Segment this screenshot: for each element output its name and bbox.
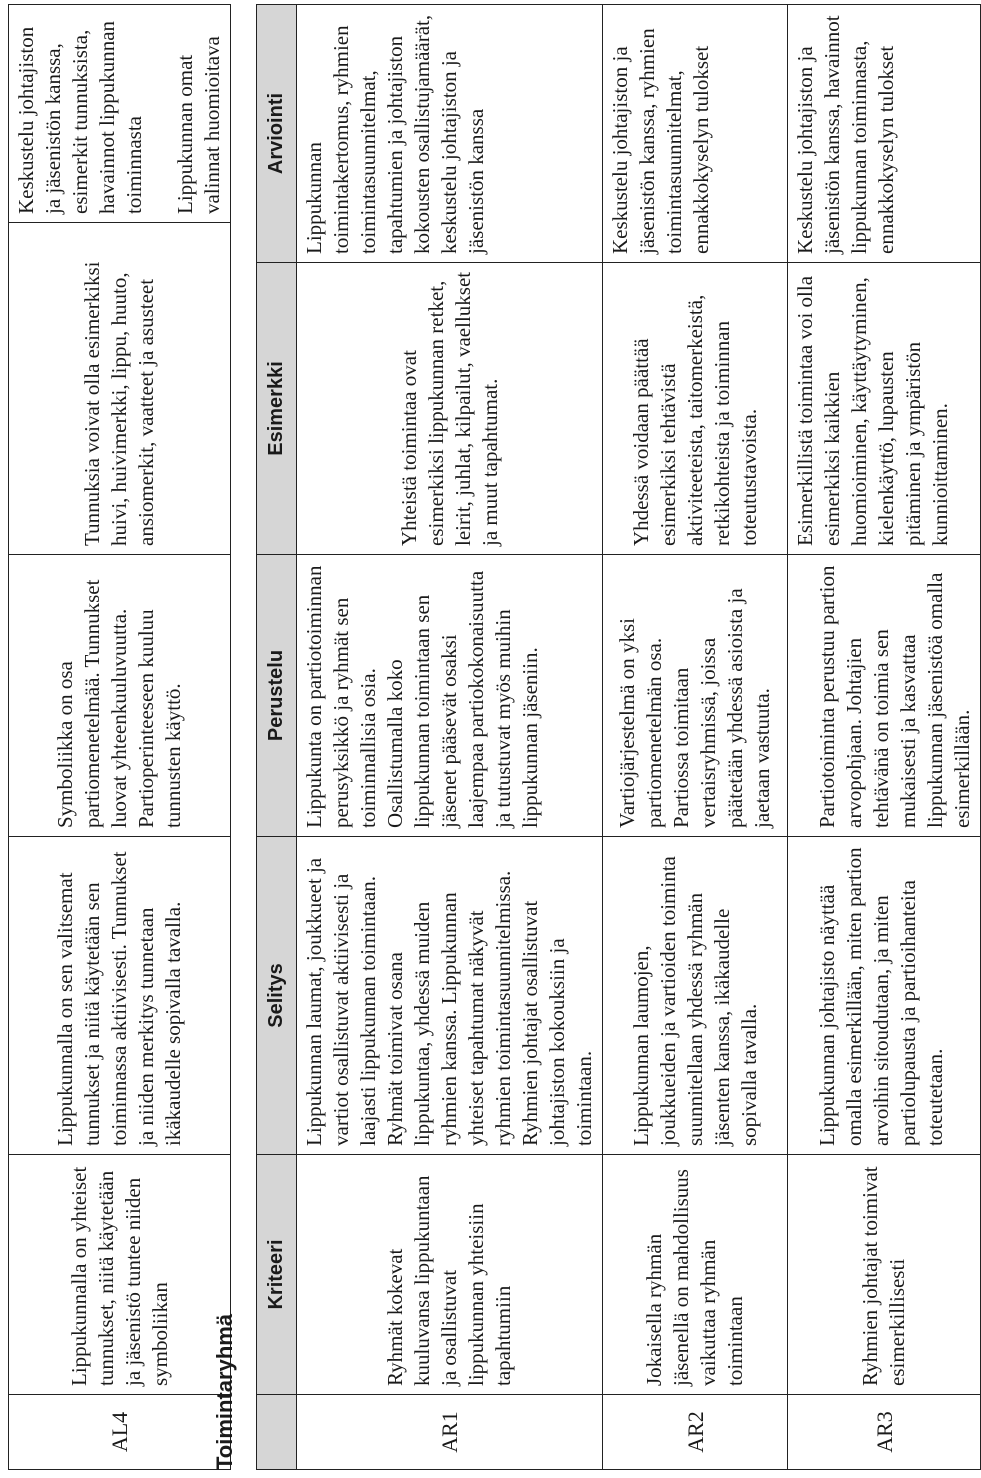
assessment-text: Keskustelu johtajiston ja jäsenistön kanssa, esimerkit tunnuksista, havainnot lippukunnan toiminnasta — [14, 20, 146, 214]
justification-text: Symboliikka on osa partiomenetelmää. Tunnukset luovat yhteenkuuluvuutta. Partioperinteeseen kuuluu tunnusten käyttö. — [9, 555, 231, 837]
header-arviointi: Arviointi — [257, 5, 297, 263]
assessment-cell — [9, 5, 231, 223]
criterion-code: AR1 — [297, 1395, 603, 1470]
criterion-text: Jokaisella ryhmän jäsenellä on mahdollisuus vaikuttaa ryhmän toimintaan — [603, 1155, 788, 1395]
section-title: Toimintaryhmä — [212, 1313, 237, 1470]
header-kriteeri: Kriteeri — [257, 1155, 297, 1395]
example-text: Esimerkillistä toimintaa voi olla esimerkiksi kaikkien huomioiminen, käyttäytyminen, kielenkäyttö, lupausten pitäminen ja ympäristön kunnioittaminen. — [788, 263, 981, 555]
criterion-text: Lippukunnalla on yhteiset tunnukset, niitä käytetään ja jäsenistö tuntee niiden symboliikan — [9, 1155, 231, 1395]
assessment-text: Lippukunnan toimintakertomus, ryhmien toimintasuunnitelmat, tapahtumien ja johtajiston kokousten osallistujamäärät, keskustelu johtajiston ja jäsenistön kanssa — [297, 5, 603, 263]
explanation-text: Lippukunnan laumojen, joukkueiden ja vartioiden toiminta suunnitellaan yhdessä ryhmän jäsenten kanssa, ikäkaudelle sopivalla tavalla. — [603, 837, 788, 1155]
header-selitys: Selitys — [257, 837, 297, 1155]
criterion-text: Ryhmät kokevat kuuluvansa lippukuntaan ja osallistuvat lippukunnan yhteisiin tapahtumiin — [297, 1155, 603, 1395]
assessment-text: Keskustelu johtajiston ja jäsenistön kanssa, ryhmien toimintasuunnitelmat, ennakkokyselyn tulokset — [603, 5, 788, 263]
assessment-note: Lippukunnan omat valinnat huomioitava — [173, 36, 224, 214]
table-row — [788, 5, 981, 1470]
explanation-text: Lippukunnalla on sen valitsemat tunnukset ja niitä käytetään sen toiminnassa aktiivisesti. Tunnukset ja niiden merkitys tunnetaan ikäkaudelle sopivalla tavalla. — [9, 837, 231, 1155]
justification-text: Partiotoiminta perustuu partion arvopohjaan. Johtajien tehtävänä on toimia sen mukaisesti ja kasvattaa lippukunnan jäsenistöä omalla esimerkillään. — [788, 555, 981, 837]
assessment-text: Keskustelu johtajiston ja jäsenistön kanssa, havainnot lippukunnan toiminnasta, ennakkokyselyn tulokset — [788, 5, 981, 263]
criteria-table — [256, 4, 981, 1470]
justification-text: Lippukunta on partiotoiminnan perusyksikkö ja ryhmät sen toiminnallisia osia. Osallistumalla koko lippukunnan toimintaan sen jäsenet pääsevät osaksi laajempaa partiokokonaisuutta ja tutustuvat myös muihin lippukunnan jäseniin. — [297, 555, 603, 837]
table-row — [297, 5, 603, 1470]
header-perustelu: Perustelu — [257, 555, 297, 837]
header-code — [257, 1395, 297, 1470]
table-row — [603, 5, 788, 1470]
table-top-fragment — [8, 4, 231, 1470]
table-header-row — [257, 5, 297, 1470]
criterion-code: AR3 — [788, 1395, 981, 1470]
example-text: Yhteistä toimintaa ovat esimerkiksi lippukunnan retket, leirit, juhlat, kilpailut, vaellukset ja muut tapahtumat. — [297, 263, 603, 555]
header-esimerkki: Esimerkki — [257, 263, 297, 555]
table-row — [9, 5, 231, 1470]
example-text: Yhdessä voidaan päättää esimerkiksi tehtävistä aktiviteeteista, taitomerkeistä, retkikohteista ja toiminnan toteutustavoista. — [603, 263, 788, 555]
criterion-text: Ryhmien johtajat toimivat esimerkillisesti — [788, 1155, 981, 1395]
justification-text: Vartiojärjestelmä on yksi partiomenetelmän osa. Partiossa toimitaan vertaisryhmissä, joissa päätetään yhdessä asioista ja jaetaan vastuuta. — [603, 555, 788, 837]
explanation-text: Lippukunnan laumat, joukkueet ja vartiot osallistuvat aktiivisesti ja laajasti lippukunnan toimintaan. Ryhmät toimivat osana lippukuntaa, yhdessä muiden ryhmien kanssa. Lippukunnan yhteiset tapahtumat näkyvät ryhmien toimintasuunnitelmissa. Ryhmien johtajat osallistuvat johtajiston kokouksiin ja toimintaan. — [297, 837, 603, 1155]
example-text: Tunnuksia voivat olla esimerkiksi huivi, huivimerkki, lippu, huuto, ansiomerkit, vaatteet ja asusteet — [9, 223, 231, 555]
explanation-text: Lippukunnan johtajisto näyttää omalla esimerkillään, miten partion arvoihin sitoudutaan, ja miten partiolupausta ja partioihanteita toteutetaan. — [788, 837, 981, 1155]
criterion-code: AR2 — [603, 1395, 788, 1470]
criterion-code: AL4 — [9, 1395, 231, 1470]
